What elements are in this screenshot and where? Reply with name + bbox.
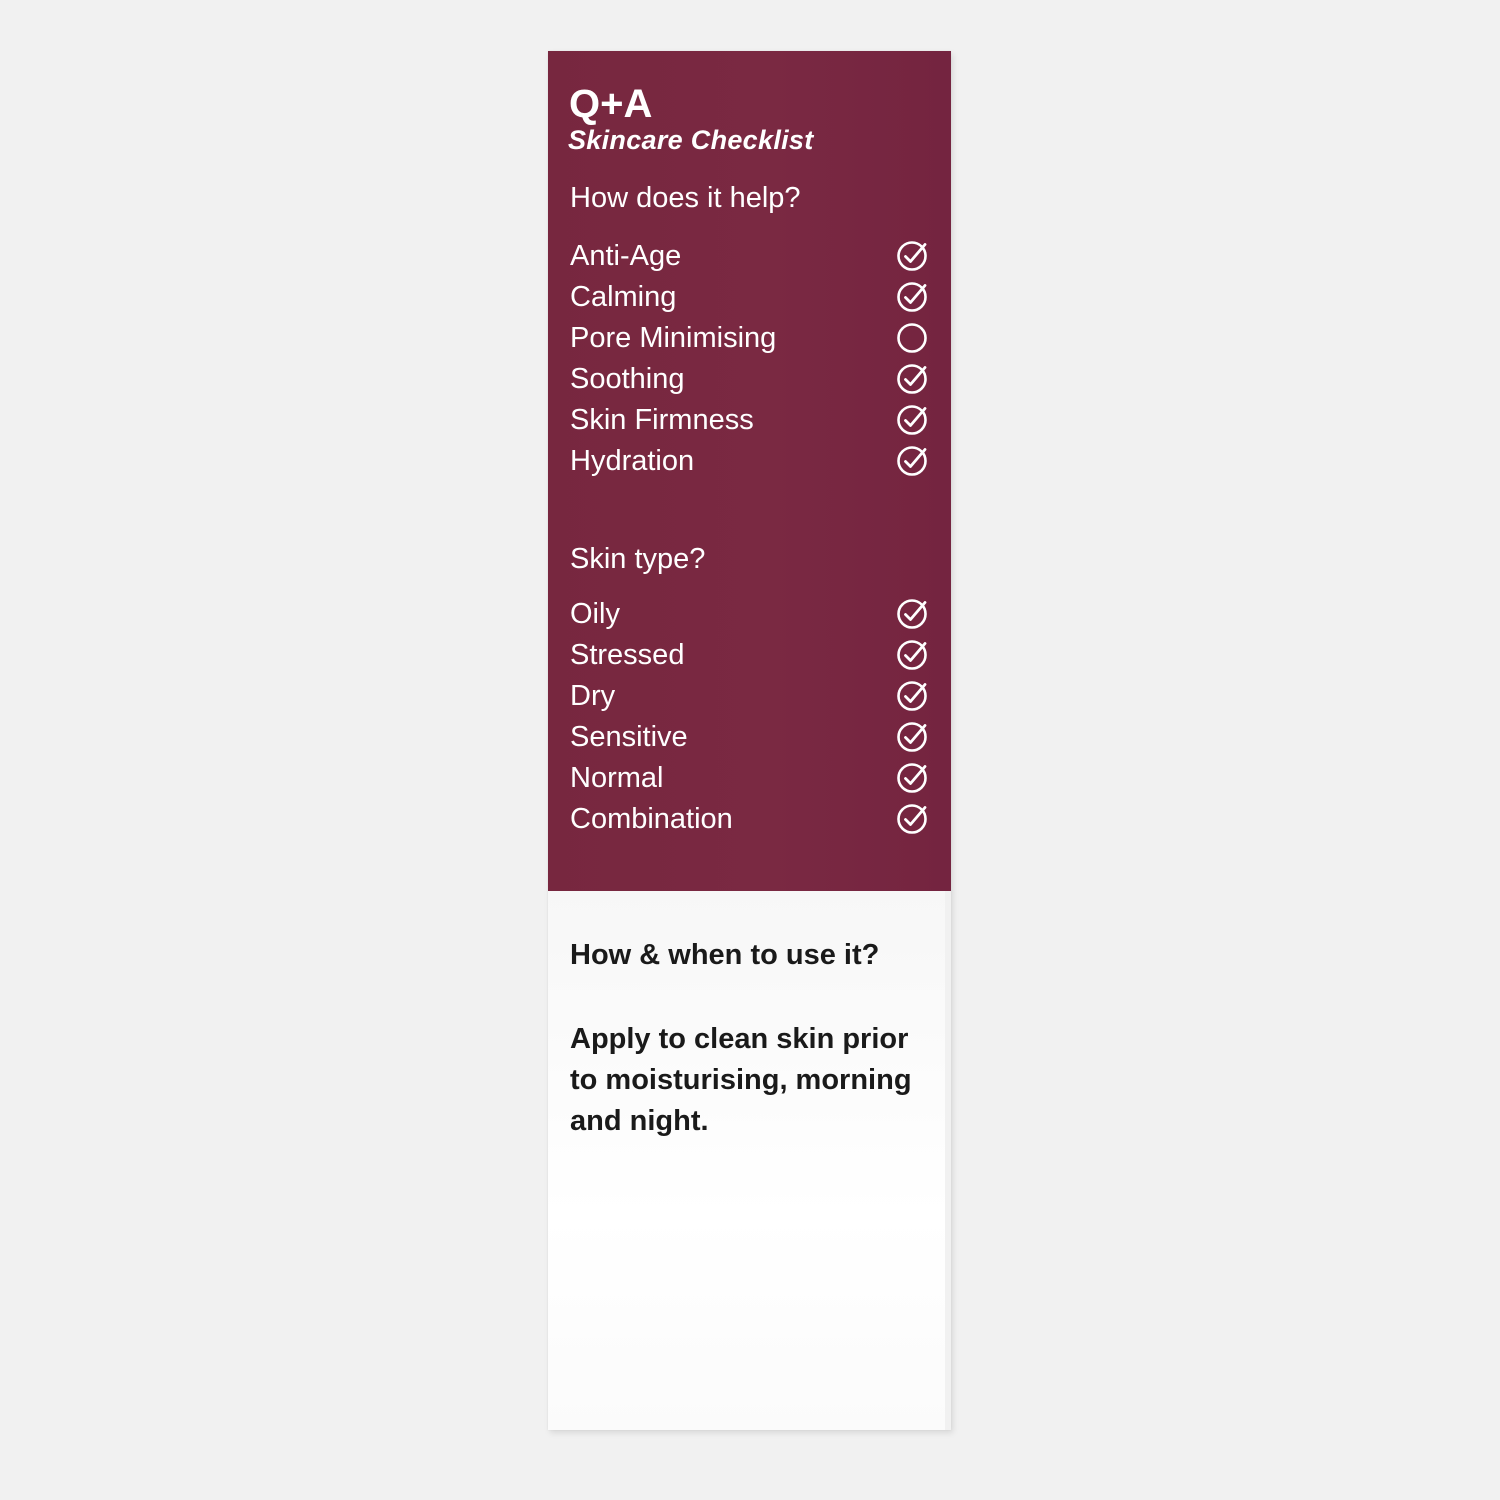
usage-instructions: Apply to clean skin prior to moisturising, morning and night. (570, 1023, 912, 1137)
skin-type-row (570, 798, 926, 839)
benefit-row (570, 358, 926, 399)
benefit-row (570, 440, 926, 481)
checklist-title: Skincare Checklist (568, 125, 814, 155)
check-circle-icon (895, 597, 929, 631)
check-circle-icon (895, 403, 929, 437)
skin-type-label: Stressed (570, 638, 685, 671)
skin-type-label: Oily (570, 597, 620, 630)
check-circle-icon (895, 638, 929, 672)
benefit-row (570, 399, 926, 440)
check-circle-icon (895, 444, 929, 478)
check-circle-icon (895, 679, 929, 713)
check-circle-icon (895, 280, 929, 314)
check-circle-icon (895, 239, 929, 273)
usage-heading: How & when to use it? (570, 939, 880, 971)
skin-type-row (570, 757, 926, 798)
benefits-list (570, 235, 926, 481)
benefit-label: Anti-Age (570, 239, 682, 272)
benefit-label: Pore Minimising (570, 321, 777, 354)
brand-logo-text: Q+A (569, 82, 653, 126)
benefits-heading: How does it help? (570, 182, 801, 214)
check-circle-icon (895, 362, 929, 396)
skin-type-row (570, 675, 926, 716)
empty-circle-icon (895, 321, 929, 355)
usage-panel (548, 891, 945, 1430)
checklist-panel (548, 51, 951, 891)
benefit-row (570, 235, 926, 276)
skin-type-label: Dry (570, 679, 616, 712)
skin-type-row (570, 593, 926, 634)
skin-type-label: Combination (570, 802, 733, 835)
skin-type-row (570, 634, 926, 675)
check-circle-icon (895, 761, 929, 795)
benefit-row (570, 317, 926, 358)
skin-type-heading: Skin type? (570, 543, 706, 575)
benefit-label: Soothing (570, 362, 685, 395)
benefit-label: Hydration (570, 444, 695, 477)
check-circle-icon (895, 720, 929, 754)
skin-type-label: Sensitive (570, 720, 688, 753)
skin-type-row (570, 716, 926, 757)
skin-type-label: Normal (570, 761, 664, 794)
benefit-row (570, 276, 926, 317)
product-box-side-panel (548, 51, 951, 1430)
benefit-label: Skin Firmness (570, 403, 754, 436)
check-circle-icon (895, 802, 929, 836)
skin-type-list (570, 593, 926, 839)
benefit-label: Calming (570, 280, 677, 313)
